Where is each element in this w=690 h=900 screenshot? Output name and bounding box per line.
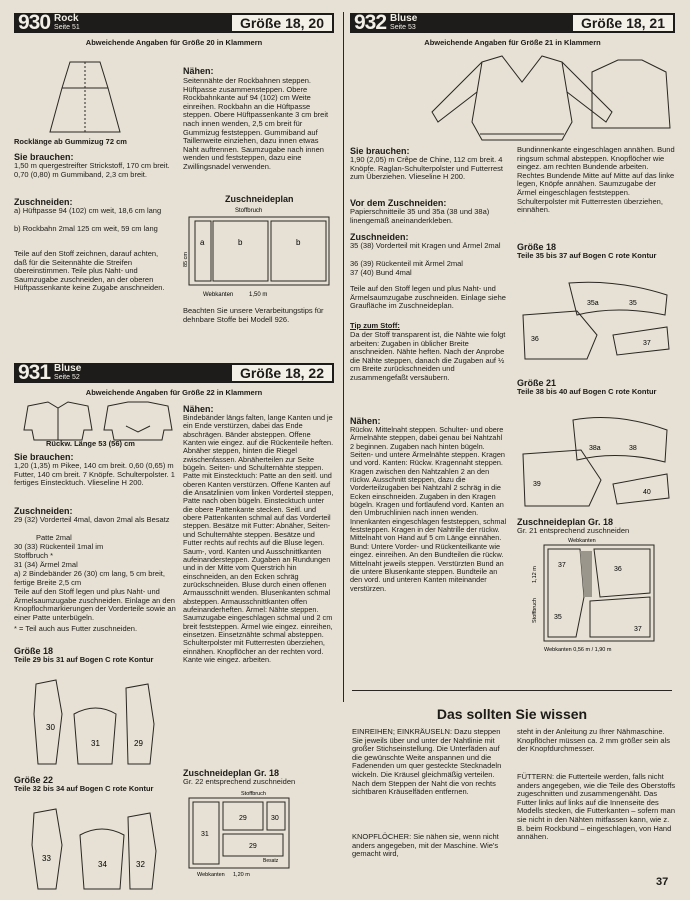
note-text: Teile auf den Stoff legen und plus Naht- und Ärmelsaumzugabe zuschneiden. Einlage an den Knopflochmarkierungen der Vorderteile sowie an einer Patte unterbügeln.: [14, 587, 176, 622]
piece-label: 29: [249, 843, 257, 850]
subtitle: Abweichende Angaben für Größe 22 in Klammern: [85, 388, 263, 397]
sew-heading: Nähen:: [183, 404, 214, 414]
header-930: [14, 13, 334, 33]
piece-label: 37: [558, 562, 566, 569]
edge-label: Webkanten: [197, 872, 225, 878]
sew-heading: Nähen:: [350, 416, 381, 426]
piece-label: 29: [134, 739, 143, 748]
model-label: Bluse: [54, 363, 82, 374]
cut-heading: Zuschneiden:: [14, 197, 73, 207]
piece-label: 38a: [589, 445, 601, 452]
info-text-buttonholes: KNOPFLÖCHER: Sie nähen sie, wenn nicht anders angegeben, mit der Maschine. Wie's gemacht wird,: [352, 832, 499, 859]
cut-item: a) Hüftpasse 94 (102) cm weit, 18,6 cm lang: [14, 206, 162, 215]
need-text: 1,20 (1,35) m Pikee, 140 cm breit. 0,60 (0,65) m Futter, 140 cm breit. 7 Knöpfe. Schulterpolster. 1 fertiges Einstecktuch. Vlieseline H 200.: [14, 461, 175, 488]
blouse-caption: Rückw. Länge 53 (56) cm: [46, 439, 135, 448]
size-heading: Größe 22: [14, 775, 54, 785]
piece-label: 37: [643, 340, 651, 347]
model-number: 932: [354, 11, 387, 34]
note-text: Teile auf den Stoff zeichnen, darauf achten, daß für die Seitennähte die Streifen übereinstimmen. Teile plus Naht- und Saumzugabe zuschneiden, an der oberen Hüftpassenkante keine Zugabe anschneiden.: [14, 249, 165, 293]
size-label: Größe 18, 21: [573, 15, 673, 31]
piece-label: 36: [614, 566, 622, 573]
blouse-932-illustration: [422, 52, 672, 144]
size-heading: Größe 18: [14, 646, 54, 656]
subtitle: Abweichende Angaben für Größe 21 in Klammern: [424, 38, 601, 47]
plan-heading: Zuschneideplan: [225, 194, 294, 204]
size-heading: Größe 21: [517, 378, 557, 388]
skirt-illustration: [40, 58, 130, 138]
header-932: [350, 13, 675, 33]
piece-label: 33: [42, 854, 51, 863]
need-heading: Sie brauchen:: [350, 146, 410, 156]
piece-label: 29: [239, 815, 247, 822]
info-divider: [352, 690, 672, 691]
piece-b: b: [296, 238, 301, 247]
pattern-pieces-932-21: [517, 410, 677, 510]
page-ref: Seite 51: [54, 24, 80, 31]
fold-label: Stoffbruch: [532, 598, 538, 623]
size-label: Größe 18, 20: [232, 15, 332, 31]
prep-heading: Vor dem Zuschneiden:: [350, 198, 447, 208]
sew-text: Rückw. Mittelnaht steppen. Schulter- und obere Ärmelnähte steppen, dabei genau bei Nahtzahl 2 beginnen. Zugaben nach hinten bügeln. Seiten- und untere Ärmelnähte steppen. Kragen und vord. Kanten: Rückw. Kragennaht steppen. Kragen zwischen den Nahtzahlen 2 an den rückw. Ausschnitt steppen, dazu die Vorderteilzugaben bei Nahtzahl 2 schräg in die Ecken einschneiden. Zugaben in den Kragen bügeln. Kragen und fortlaufend vord. Kanten an den Umbruchlinien nach innen wenden. Innenkanten eingeschlagen feststeppen, schmal feststeppen. Kragen in der Nahtrille der rückw. Mittelnaht von Hand auf 5 cm Länge einnähen. Bund: Untere Vorder- und Rückenteilkante wie eingez. einreihen. An den Bundteilen die rückw. Mittelnaht jeweils steppen. Verstürzten Bund an die untere Blusenkante steppen. Bundteile an den vord. und unteren Kanten miteinander verstürzen.: [350, 425, 507, 593]
piece-label: 32: [136, 860, 145, 869]
size-pieces: Teile 32 bis 34 auf Bogen C rote Kontur: [14, 784, 154, 793]
length-label: 1,12 m: [532, 566, 538, 583]
tip-heading: Tip zum Stoff:: [350, 321, 400, 330]
plan-subheading: Gr. 22 entsprechend zuschneiden: [183, 777, 296, 786]
piece-label: 31: [91, 739, 100, 748]
cut-item: 31 (34) Ärmel 2mal: [14, 560, 78, 569]
info-text-lining: FÜTTERN: die Futterteile werden, falls nicht anders angegeben, wie die Teile des Oberstoffs zugeschnitten und zusammengenäht. Das Futter links auf links auf die Innenseite des Modells stecken, die Futterkanten – sofern man sie nicht in den Nähten mitfassen kann, wie z. B. beim Rockbund – eingeschlagen, von Hand annähen.: [517, 772, 676, 842]
column-divider: [343, 12, 344, 702]
width-label: 1,50 m: [249, 292, 268, 298]
piece-label: 37: [634, 626, 642, 633]
piece-label: 30: [46, 723, 55, 732]
size-pieces: Teile 29 bis 31 auf Bogen C rote Kontur: [14, 655, 154, 664]
subtitle: Abweichende Angaben für Größe 20 in Klammern: [85, 38, 263, 47]
plan-heading: Zuschneideplan Gr. 18: [183, 768, 280, 778]
note-footnote: * = Teil auch aus Futter zuschneiden.: [14, 624, 138, 633]
size-pieces: Teile 38 bis 40 auf Bogen C rote Kontur: [517, 387, 657, 396]
cut-item: b) Rockbahn 2mal 125 cm weit, 59 cm lang: [14, 224, 158, 233]
fold-label: Stoffbruch: [235, 208, 263, 214]
size-heading: Größe 18: [517, 242, 557, 252]
model-number: 931: [18, 361, 51, 384]
edge-label: Webkanten: [203, 292, 234, 298]
pattern-pieces-932-18: [517, 275, 677, 365]
note-text: Teile auf den Stoff legen und plus Naht- und Ärmelsaumzugabe zuschneiden. Einlage siehe Graufläche im Zuschneideplan.: [350, 284, 506, 311]
cut-item: 35 (38) Vorderteil mit Kragen und Ärmel 2mal: [350, 241, 501, 250]
edge-label: Webkanten: [568, 538, 596, 544]
width-label: Webkanten 0,56 m / 1,90 m: [544, 647, 612, 653]
piece-label: 36: [531, 336, 539, 343]
piece-label: 34: [98, 860, 107, 869]
cutting-plan-932: [530, 537, 670, 657]
piece-label: 38: [629, 445, 637, 452]
model-number: 930: [18, 11, 51, 34]
cutting-plan-931: [183, 790, 333, 880]
piece-label: 39: [533, 481, 541, 488]
cut-item: 30 (33) Rückenteil 1mal im Stoffbruch *: [14, 542, 104, 560]
sew-text: Bindebänder längs falten, lange Kanten und je ein Ende verstürzen, dabei das Ende abschrägen. Bänder absteppen. Offene Kanten wie eingez. auf die Rückenteile heften. Abnäher steppen, hinten die Riegel zwischenfassen. Abnäherteilen zur Seite bügeln. Seiten- und Schulternähte steppen. Patte mit Einstecktuch: Patte an den seitl. und oberen Kanten verstürzen. Offene Kanten auf die Ansatzlinien vom linken Vorderteil steppen, Patte nach oben bügeln. Einstecktuch unter die obere Pattenkante stecken. Seitl. und obere Pattenkanten schmal auf das Vorderteil steppen. Besätze mit Futter: Abnäher, Seiten- und Schulternähte steppen. Besätze und Futter rechts auf rechts auf die Bluse legen. Saum-, vord. Kanten und Ausschnittkanten aufeinandersteppen. Zugaben an Rundungen und in der Mitte vom Querstrich hin einschneiden, an den Ecken schräg zurückschneiden. Bluse durch einen offenen Armausschnitt wenden. Blusenkanten schmal absteppen. Armausschnittkanten offen aufeinanderheften. Ärmel: Nähte steppen. Saumzugabe eingeschlagen schmal und 2 cm breit feststeppen. Ärmel wie eingez. einreihen, einsetzen. Einsetznähte schmal absteppen. Schulterpolster mit Futterresten überziehen, einnähen. Knopflöcher an der rechten vord. Kante wie eingez. arbeiten.: [183, 413, 334, 664]
width-label: 1,20 m: [233, 872, 250, 878]
need-heading: Sie brauchen:: [14, 452, 74, 462]
tip-text: Da der Stoff transparent ist, die Nähte wie folgt arbeiten: Zugaben in üblicher Breite anschneiden. Nähte heften. Nach der Anprobe die Nähte steppen, danach die Zugaben auf ½ cm Breite zurückschneiden und zusammengefaßt versäubern.: [350, 330, 506, 382]
plan-heading: Zuschneideplan Gr. 18: [517, 517, 614, 527]
cut-item: Patte 2mal: [36, 533, 72, 542]
tip-text: Beachten Sie unsere Verarbeitungstips für dehnbare Stoffe bei Modell 926.: [183, 306, 324, 324]
cut-heading: Zuschneiden:: [350, 232, 409, 242]
need-text: 1,90 (2,05) m Crêpe de Chine, 112 cm breit. 4 Knöpfe. Raglan-Schulterpolster und Futterrest zum Überziehen. Vlieseline H 200.: [350, 155, 503, 182]
piece-label: 40: [643, 489, 651, 496]
size-pieces: Teile 35 bis 37 auf Bogen C rote Kontur: [517, 251, 657, 260]
pattern-pieces-18: [16, 674, 176, 774]
piece-label: 35: [629, 300, 637, 307]
header-931: [14, 363, 334, 383]
piece-label: 35a: [587, 300, 599, 307]
size-label: Größe 18, 22: [232, 365, 332, 381]
page-ref: Seite 53: [390, 24, 416, 31]
model-label: Bluse: [390, 13, 418, 24]
fold-label: Stoffbruch: [241, 791, 266, 797]
page-number: 37: [656, 876, 669, 888]
cut-item: 37 (40) Bund 4mal: [350, 268, 412, 277]
plan-subheading: Gr. 21 entsprechend zuschneiden: [517, 526, 630, 535]
skirt-caption: Rocklänge ab Gummizug 72 cm: [14, 137, 127, 146]
page-ref: Seite 52: [54, 374, 80, 381]
piece-label: 30: [271, 815, 279, 822]
need-text: 1,50 m quergestreifter Strickstoff, 170 cm breit. 0,70 (0,80) m Gummiband, 2,3 cm breit.: [14, 161, 170, 179]
pattern-pieces-22: [16, 805, 176, 895]
depth-label: 85 cm: [183, 252, 189, 267]
info-text-gathering: EINREIHEN; EINKRÄUSELN: Dazu steppen Sie jeweils über und unter der Nahtlinie mit großer Stichseinstellung. Die Unterfäden auf die gewünschte Weite anspannen und die Fadenenden um quer gesteckte Stecknadeln wickeln. Die Kräusel gleichmäßig verteilen. Nach dem Steppen der Naht die von rechts sichtbaren Kräuselfäden entfernen.: [352, 727, 502, 797]
piece-b: b: [238, 238, 243, 247]
cut-heading: Zuschneiden:: [14, 506, 73, 516]
cut-item: a) 2 Bindebänder 26 (30) cm lang, 5 cm breit, fertige Breite 2,5 cm: [14, 569, 165, 587]
piece-a: a: [200, 238, 205, 247]
blouse-931-illustration: [18, 400, 178, 442]
sew-text: Seitennähte der Rockbahnen steppen. Hüftpasse zusammensteppen. Obere Rockbahnkante auf 94 (102) cm Weite einreihen. Rockbahn an die Hüftpasse steppen. Obere Hüftpassenkante 3 cm breit nach innen wenden, 2,5 cm breit für Gummizug feststeppen. Gummiband auf Taillenweite einziehen, dazu innen etwas Naht auftrennen. Saumzugabe nach innen wenden und feststeppen, dazu eine Zwillingsnadel verwenden.: [183, 76, 329, 171]
besatz-label: Besatz: [263, 858, 279, 864]
piece-label: 35: [554, 614, 562, 621]
info-title: Das sollten Sie wissen: [436, 706, 588, 722]
model-label: Rock: [54, 13, 79, 24]
prep-text: Papierschnitteile 35 und 35a (38 und 38a) linengemäß aneinanderkleben.: [350, 207, 490, 225]
cutting-plan-930: [183, 205, 333, 305]
piece-label: 31: [201, 831, 209, 838]
cut-item: 29 (32) Vorderteil 4mal, davon 2mal als Besatz: [14, 515, 170, 524]
sew-heading: Nähen:: [183, 66, 214, 76]
cut-item: 36 (39) Rückenteil mit Ärmel 2mal: [350, 259, 463, 268]
need-heading: Sie brauchen:: [14, 152, 74, 162]
sew-text-continued: Bundinnenkante eingeschlagen annähen. Bund ringsum schmal absteppen. Knopflöcher wie eingez. am rechten Bundende arbeiten. Rechtes Bundende Mitte auf Mitte auf das linke legen, Knöpfe annähen. Saumzugabe der Ärmel eingeschlagen feststeppen. Schulterpolster mit Futterresten überziehen, einnähen.: [517, 145, 675, 215]
info-text-buttonholes-cont: steht in der Anleitung zu Ihrer Nähmaschine. Knopflöcher müssen ca. 2 mm größer sein als der Knopfdurchmesser.: [517, 727, 670, 754]
